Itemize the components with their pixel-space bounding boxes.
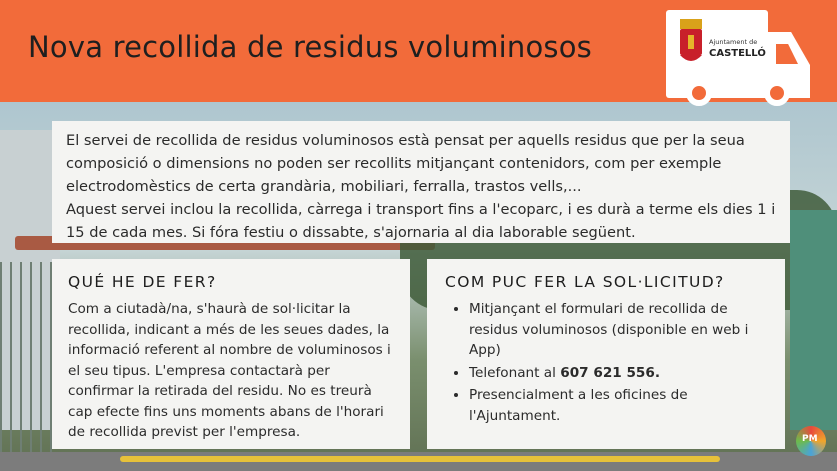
list-item: • Mitjançant el formulari de recollida de residus voluminosos (disponible en web i App) <box>469 299 769 361</box>
intro-paragraph-2: Aquest servei inclou la recollida, càrrega i transport fins a l'ecoparc, i es durà a terme els dies 1 i 15 de cada mes. Si fóra festiu o dissabte, s'ajornaria al dia laborable següent. <box>66 201 776 241</box>
logo-line2: CASTELLÓ <box>709 48 766 59</box>
background-fence <box>0 262 60 452</box>
background-road-line <box>120 456 720 462</box>
what-to-do-text: Com a ciutadà/na, s'haurà de sol·licitar la recollida, indicant a més de les seues dades, la informació referent al nombre de voluminosos i el seu tipus. L'empresa contactarà per confirmar la retirada del residu. No es treurà cap efecte fins uns moments abans de l'horari de recollida previst per l'empresa. <box>68 301 391 440</box>
truck-wheel-icon <box>764 80 790 106</box>
page-title: Nova recollida de residus voluminosos <box>28 30 592 64</box>
pm-badge-icon <box>796 426 826 456</box>
phone-prefix: Telefonant al <box>469 364 561 381</box>
intro-panel <box>52 121 790 243</box>
ajuntament-logo <box>676 17 766 77</box>
phone-number: 607 621 556. <box>560 364 661 381</box>
coat-of-arms-icon <box>676 17 706 69</box>
request-methods-list <box>445 299 769 426</box>
how-to-request-panel <box>427 259 785 449</box>
pm-badge-label: PM <box>802 434 818 444</box>
logo-line1: Ajuntament de <box>709 38 758 46</box>
list-item <box>469 363 769 384</box>
intro-paragraph-1: El servei de recollida de residus voluminosos està pensat per aquells residus que per la seua composició o dimensions no poden ser recollits mitjançant contenidors, com per exemple electrodomèstics de certa grandària, mobiliari, ferralla, trastos vells,... <box>66 132 745 195</box>
background-sign <box>790 210 837 430</box>
how-to-request-heading: COM PUC FER LA SOL·LICITUD? <box>445 273 725 291</box>
what-to-do-panel <box>52 259 410 449</box>
what-to-do-heading: QUÉ HE DE FER? <box>68 273 217 291</box>
truck-wheel-icon <box>686 80 712 106</box>
list-item: • Presencialment a les oficines de l'Ajuntament. <box>469 385 769 426</box>
